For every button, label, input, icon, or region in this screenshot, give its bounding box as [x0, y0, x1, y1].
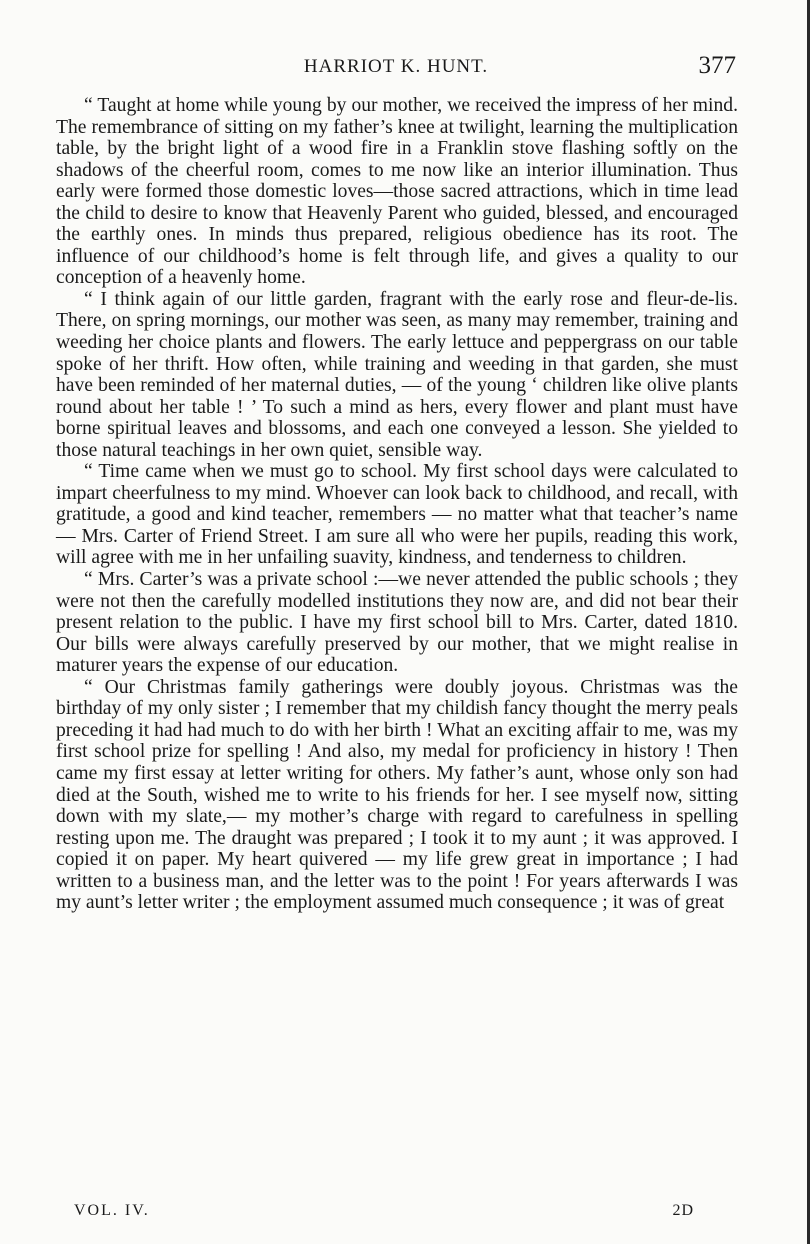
paragraph: “ Our Christmas family gatherings were doubly joyous. Christmas was the birthday of my only sister ; I remember that my childish fancy thought the merry peals preceding it had had much to do with her birth ! What an exciting affair to me, was my first school prize for spelling ! And also, my medal for proficiency in history ! Then came my first essay at letter writing for others. My father’s aunt, whose only son had died at the South, wished me to write to his friends for her. I see myself now, sitting down with my slate,— my mother’s charge with regard to carefulness in spelling resting upon me. The draught was prepared ; I took it to my aunt ; it was approved. I copied it on paper. My heart quivered — my life grew great in importance ; I had written to a business man, and the letter was to the point ! For years afterwards I was my aunt’s letter writer ; the employment assumed much consequence ; it was of great: [56, 676, 738, 914]
page-footer: [74, 1202, 694, 1226]
signature-mark: 2D: [672, 1202, 694, 1219]
running-head: HARRIOT K. HUNT.: [303, 56, 489, 77]
paragraph: “ I think again of our little garden, fragrant with the early rose and fleur-de-lis. There, on spring mornings, our mother was seen, as many may remember, training and weeding her choice plants and flowers. The early lettuce and peppergrass on our table spoke of her thrift. How often, while training and weeding in that garden, she must have been reminded of her maternal duties, — of the young ‘ children like olive plants round about her table ! ’ To such a mind as hers, every flower and plant must have borne spiritual leaves and blossoms, and each one conveyed a lesson. She yielded to those natural teachings in her own quiet, sensible way.: [56, 288, 738, 461]
body-text: [56, 95, 738, 914]
page-number: 377: [698, 52, 736, 79]
paragraph: “ Taught at home while young by our mother, we received the impress of her mind. The remembrance of sitting on my father’s knee at twilight, learning the multiplication table, by the bright light of a wood fire in a Franklin stove flashing softly on the shadows of the cheerful room, comes to me now like an interior illumination. Thus early were formed those domestic loves—those sacred attractions, which in time lead the child to desire to know that Heavenly Parent who guided, blessed, and encouraged the earthly ones. In minds thus prepared, religious obedience has its root. The influence of our childhood’s home is felt through life, and gives a quality to our conception of a heavenly home.: [56, 95, 738, 289]
paragraph: “ Time came when we must go to school. My first school days were calculated to impart cheerfulness to my mind. Whoever can look back to childhood, and recall, with gratitude, a good and kind teacher, remembers — no matter what that teacher’s name — Mrs. Carter of Friend Street. I am sure all who were her pupils, reading this work, will agree with me in her unfailing suavity, kindness, and tenderness to children.: [56, 461, 738, 569]
page-header: [56, 52, 736, 82]
volume-label: VOL. IV.: [74, 1202, 150, 1219]
paragraph: “ Mrs. Carter’s was a private school :—we never attended the public schools ; they were not then the carefully modelled institutions they now are, and did not bear their present relation to the public. I have my first school bill to Mrs. Carter, dated 1810. Our bills were always carefully preserved by our mother, that we might realise in maturer years the expense of our education.: [56, 569, 738, 677]
